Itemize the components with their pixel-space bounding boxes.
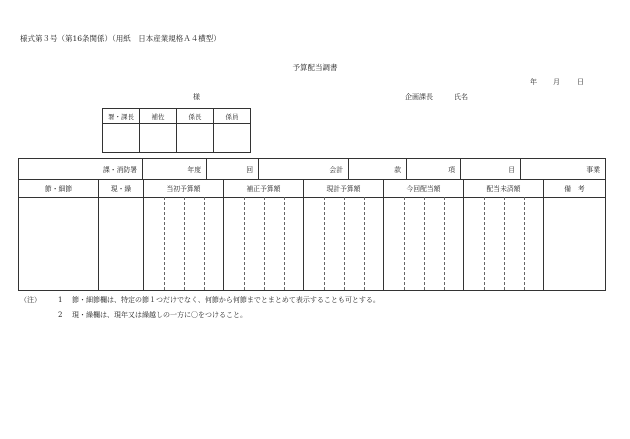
note-1-number: 1 (58, 296, 63, 304)
unallocated-amount-field[interactable] (464, 197, 544, 290)
remarks-field[interactable] (544, 197, 605, 290)
date-day-label: 日 (577, 78, 584, 86)
moku-cell[interactable]: 目 (461, 159, 521, 179)
col-header-this-allocation: 今回配当額 (384, 179, 464, 197)
budget-body-row (19, 197, 605, 290)
note-2-number: 2 (58, 311, 63, 319)
current-amount-field[interactable] (304, 197, 384, 290)
kan-cell[interactable]: 款 (349, 159, 407, 179)
approval-stamp-table (102, 108, 251, 153)
supplementary-amount-field[interactable] (224, 197, 304, 290)
column-header-row (19, 179, 605, 198)
stamp-header-staff: 係員 (214, 109, 251, 124)
budget-header-row (19, 159, 605, 180)
note-2-text: 現・繰欄は、現年又は繰越しの一方に〇をつけること。 (72, 311, 247, 319)
date-year-label: 年 (530, 78, 537, 86)
col-header-genkuri: 現・繰 (99, 179, 144, 197)
round-cell[interactable]: 回 (207, 159, 259, 179)
note-1-text: 節・細節欄は、特定の節１つだけでなく、何節から何節までとまとめて表示することも可とする。 (72, 296, 380, 304)
stamp-box-subsection-chief[interactable] (177, 124, 214, 153)
col-header-setsu: 節・細節 (19, 179, 99, 197)
col-header-unallocated: 配当未済額 (464, 179, 544, 197)
notes-prefix: （注） (20, 296, 41, 304)
addressee-suffix: 様 (193, 93, 200, 101)
fiscal-year-cell[interactable]: 年度 (143, 159, 207, 179)
issuer-title: 企画課長 (405, 93, 433, 101)
setsu-field[interactable] (19, 197, 99, 290)
col-header-supplementary: 補正予算額 (224, 179, 304, 197)
col-header-current: 現計予算額 (304, 179, 384, 197)
initial-amount-field[interactable] (144, 197, 224, 290)
budget-table (18, 158, 606, 291)
date-month-label: 月 (553, 78, 560, 86)
genkuri-field[interactable] (99, 197, 144, 290)
stamp-header-subsection-chief: 係長 (177, 109, 214, 124)
stamp-box-staff[interactable] (214, 124, 251, 153)
issuer-name-label: 氏名 (454, 93, 468, 101)
project-cell[interactable]: 事業 (586, 166, 600, 174)
col-header-initial: 当初予算額 (144, 179, 224, 197)
account-cell[interactable]: 会計 (259, 159, 349, 179)
this-allocation-field[interactable] (384, 197, 464, 290)
stamp-header-assistant: 補佐 (140, 109, 177, 124)
form-number: 様式第３号（第16条関係）（用紙 日本産業規格Ａ４横型） (20, 34, 221, 43)
kou-cell[interactable]: 項 (407, 159, 461, 179)
stamp-box-chief[interactable] (103, 124, 140, 153)
stamp-header-chief: 署・課長 (103, 109, 140, 124)
col-header-remarks: 備 考 (564, 185, 585, 193)
dept-cell[interactable]: 課・消防署 (19, 159, 143, 179)
stamp-box-assistant[interactable] (140, 124, 177, 153)
document-title: 予算配当調書 (292, 63, 338, 72)
